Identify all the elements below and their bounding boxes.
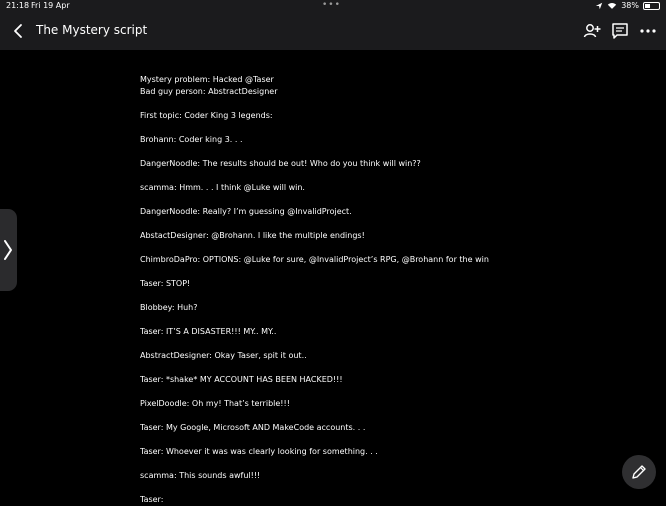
status-time: 21:18: [6, 1, 30, 10]
edit-button[interactable]: [622, 455, 656, 489]
line-spacer: [140, 194, 620, 206]
script-line: Taser: STOP!: [140, 279, 191, 288]
multitasking-dots-icon[interactable]: •••: [322, 0, 341, 10]
script-line: Taser: Whoever it was was clearly looking for something. . .: [140, 447, 378, 456]
script-line: PixelDoodle: Oh my! That’s terrible!!!: [140, 399, 290, 408]
status-date: Fri 19 Apr: [31, 1, 70, 10]
script-line: scamma: This sounds awful!!!: [140, 471, 261, 480]
battery-percent: 38%: [621, 1, 639, 10]
script-line: ChimbroDaPro: OPTIONS: @Luke for sure, @InvalidProject’s RPG, @Brohann for the win: [140, 255, 489, 264]
status-bar: [0, 0, 666, 12]
script-text: [140, 74, 620, 506]
battery-icon: [643, 2, 660, 10]
document-content: [0, 50, 666, 504]
wifi-icon: [607, 2, 617, 10]
status-right-group: [595, 1, 660, 10]
line-spacer: [140, 338, 620, 350]
chevron-right-icon: [3, 239, 13, 261]
line-spacer: [140, 98, 620, 110]
comment-icon[interactable]: [610, 21, 630, 41]
line-spacer: [140, 362, 620, 374]
line-spacer: [140, 410, 620, 422]
script-line: Bad guy person: AbstractDesigner: [140, 87, 278, 96]
script-line: Taser: *shake* MY ACCOUNT HAS BEEN HACKED!!!: [140, 375, 343, 384]
line-spacer: [140, 170, 620, 182]
battery-fill: [645, 4, 650, 8]
script-line: Taser: My Google, Microsoft AND MakeCode accounts. . .: [140, 423, 366, 432]
line-spacer: [140, 218, 620, 230]
more-options-icon[interactable]: [638, 21, 658, 41]
back-arrow-icon[interactable]: [10, 22, 28, 40]
script-line: Blobbey: Huh?: [140, 303, 198, 312]
line-spacer: [140, 242, 620, 254]
top-toolbar: [0, 12, 666, 50]
location-icon: [595, 2, 603, 10]
line-spacer: [140, 482, 620, 494]
script-line: Taser:: [140, 495, 164, 504]
script-line: First topic: Coder King 3 legends:: [140, 111, 273, 120]
add-person-icon[interactable]: [582, 21, 602, 41]
line-spacer: [140, 314, 620, 326]
page-title: The Mystery script: [36, 23, 148, 37]
script-line: AbstractDesigner: Okay Taser, spit it out..: [140, 351, 307, 360]
script-line: AbstactDesigner: @Brohann. I like the multiple endings!: [140, 231, 365, 240]
line-spacer: [140, 386, 620, 398]
script-line: DangerNoodle: The results should be out! Who do you think will win??: [140, 159, 421, 168]
script-line: Brohann: Coder king 3. . .: [140, 135, 243, 144]
line-spacer: [140, 122, 620, 134]
line-spacer: [140, 146, 620, 158]
script-line: Taser: IT’S A DISASTER!!! MY.. MY..: [140, 327, 277, 336]
line-spacer: [140, 290, 620, 302]
line-spacer: [140, 266, 620, 278]
script-line: DangerNoodle: Really? I’m guessing @InvalidProject.: [140, 207, 352, 216]
script-line: Mystery problem: Hacked @Taser: [140, 75, 274, 84]
line-spacer: [140, 434, 620, 446]
side-panel-toggle[interactable]: [0, 209, 17, 291]
line-spacer: [140, 458, 620, 470]
script-line: scamma: Hmm. . . I think @Luke will win.: [140, 183, 305, 192]
pencil-icon: [631, 464, 647, 480]
